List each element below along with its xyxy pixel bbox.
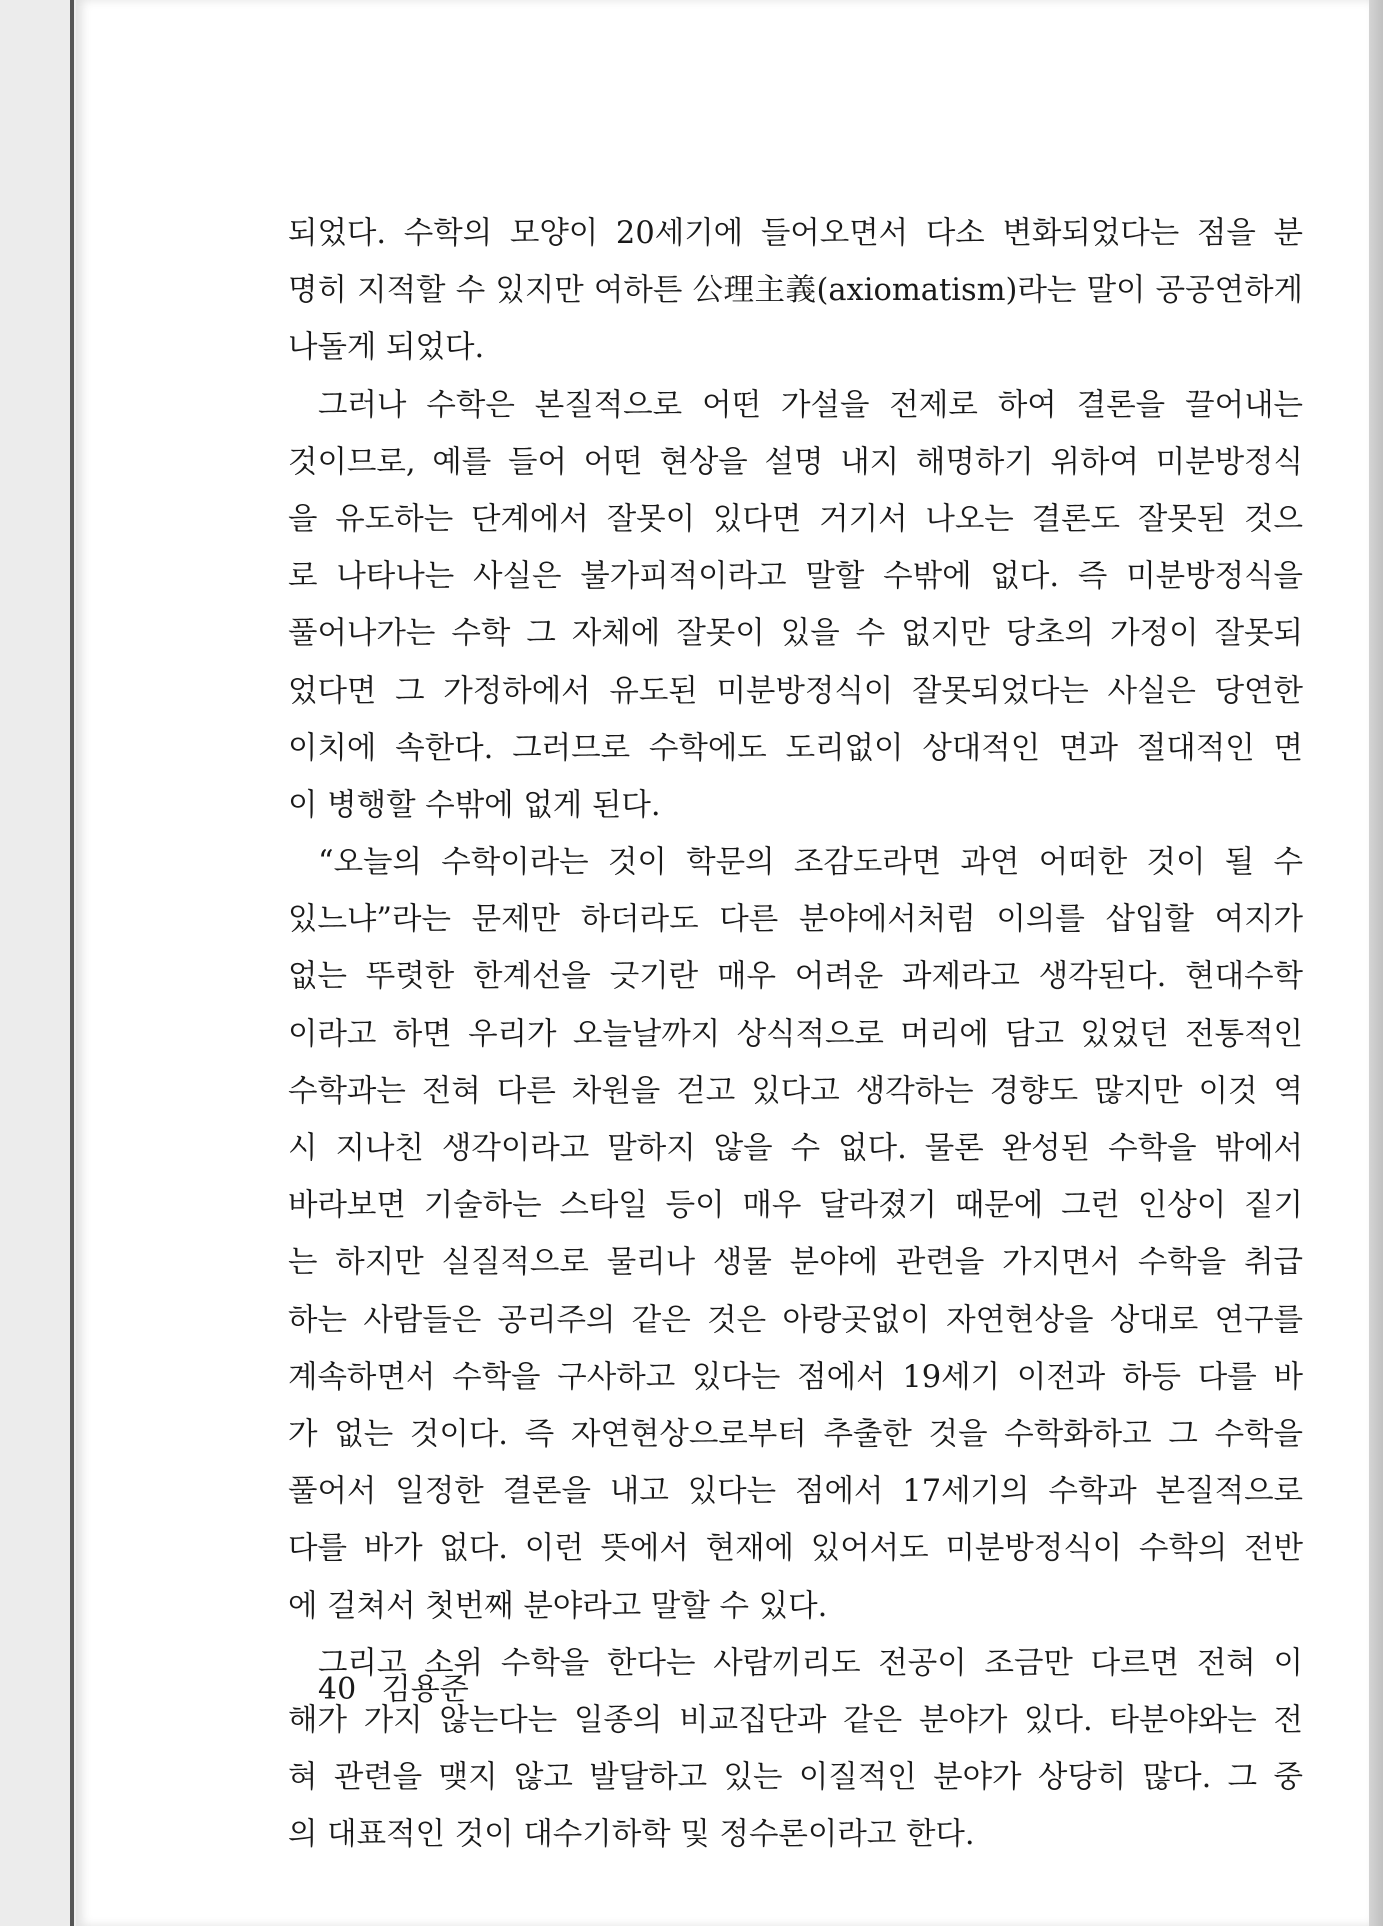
text-line-25: 에 걸쳐서 첫번째 분야라고 말할 수 있다. (288, 1588, 828, 1624)
page-number: 40 (318, 1672, 357, 1707)
text-line-8: 풀어나가는 수학 그 자체에 잘못이 있을 수 없지만 당초의 가정이 잘못되 (288, 616, 1303, 652)
text-line-21: 계속하면서 수학을 구사하고 있다는 점에서 19세기 이전과 하등 다를 바 (288, 1359, 1303, 1395)
body-text (288, 205, 1303, 1863)
text-line-7: 로 나타나는 사실은 불가피적이라고 말할 수밖에 없다. 즉 미분방정식을 (288, 559, 1303, 595)
text-line-17: 시 지나친 생각이라고 말하지 않을 수 없다. 물론 완성된 수학을 밖에서 (288, 1131, 1303, 1166)
text-line-3: 나돌게 되었다. (288, 330, 485, 366)
text-line-19: 는 하지만 실질적으로 물리나 생물 분야에 관련을 가지면서 수학을 취급 (288, 1245, 1303, 1281)
text-line-22: 가 없는 것이다. 즉 자연현상으로부터 추출한 것을 수학화하고 그 수학을 (288, 1416, 1303, 1452)
text-line-20: 하는 사람들은 공리주의 같은 것은 아랑곳없이 자연현상을 상대로 연구를 (288, 1302, 1303, 1338)
text-line-11: 이 병행할 수밖에 없게 된다. (288, 787, 661, 823)
text-line-2: 명히 지적할 수 있지만 여하튼 公理主義(axiomatism)라는 말이 공공연하게 (288, 273, 1303, 309)
text-line-1: 되었다. 수학의 모양이 20세기에 들어오면서 다소 변화되었다는 점을 분 (288, 216, 1303, 251)
page-footer (318, 1664, 469, 1708)
text-line-15: 이라고 하면 우리가 오늘날까지 상식적으로 머리에 담고 있었던 전통적인 (288, 1016, 1303, 1052)
author-name: 김용준 (381, 1672, 469, 1707)
page-stack-edge (1369, 0, 1383, 1926)
text-line-27: 해가 가지 않는다는 일종의 비교집단과 같은 분야가 있다. 타분야와는 전 (288, 1702, 1303, 1738)
text-line-13: 있느냐”라는 문제만 하더라도 다른 분야에서처럼 이의를 삽입할 여지가 (288, 902, 1303, 938)
text-line-12: “오늘의 수학이라는 것이 학문의 조감도라면 과연 어떠한 것이 될 수 (318, 845, 1303, 881)
text-line-18: 바라보면 기술하는 스타일 등이 매우 달라졌기 때문에 그런 인상이 짙기 (288, 1188, 1303, 1224)
text-line-23: 풀어서 일정한 결론을 내고 있다는 점에서 17세기의 수학과 본질적으로 (288, 1474, 1303, 1510)
text-line-14: 없는 뚜렷한 한계선을 긋기란 매우 어려운 과제라고 생각된다. 현대수학 (288, 959, 1303, 995)
text-line-5: 것이므로, 예를 들어 어떤 현상을 설명 내지 해명하기 위하여 미분방정식 (288, 444, 1303, 480)
text-line-26: 그리고 소위 수학을 한다는 사람끼리도 전공이 조금만 다르면 전혀 이 (318, 1645, 1303, 1681)
text-line-16: 수학과는 전혀 다른 차원을 걷고 있다고 생각하는 경향도 많지만 이것 역 (288, 1073, 1303, 1109)
text-line-10: 이치에 속한다. 그러므로 수학에도 도리없이 상대적인 면과 절대적인 면 (288, 730, 1303, 766)
text-line-4: 그러나 수학은 본질적으로 어떤 가설을 전제로 하여 결론을 끌어내는 (318, 387, 1303, 423)
text-line-29: 의 대표적인 것이 대수기하학 및 정수론이라고 한다. (288, 1817, 975, 1853)
book-spine-edge (70, 0, 74, 1926)
text-line-28: 혀 관련을 맺지 않고 발달하고 있는 이질적인 분야가 상당히 많다. 그 중 (288, 1760, 1303, 1796)
text-line-6: 을 유도하는 단계에서 잘못이 있다면 거기서 나오는 결론도 잘못된 것으 (288, 501, 1303, 537)
text-line-24: 다를 바가 없다. 이런 뜻에서 현재에 있어서도 미분방정식이 수학의 전반 (288, 1531, 1303, 1567)
book-page (76, 0, 1369, 1926)
text-line-9: 었다면 그 가정하에서 유도된 미분방정식이 잘못되었다는 사실은 당연한 (288, 673, 1303, 709)
